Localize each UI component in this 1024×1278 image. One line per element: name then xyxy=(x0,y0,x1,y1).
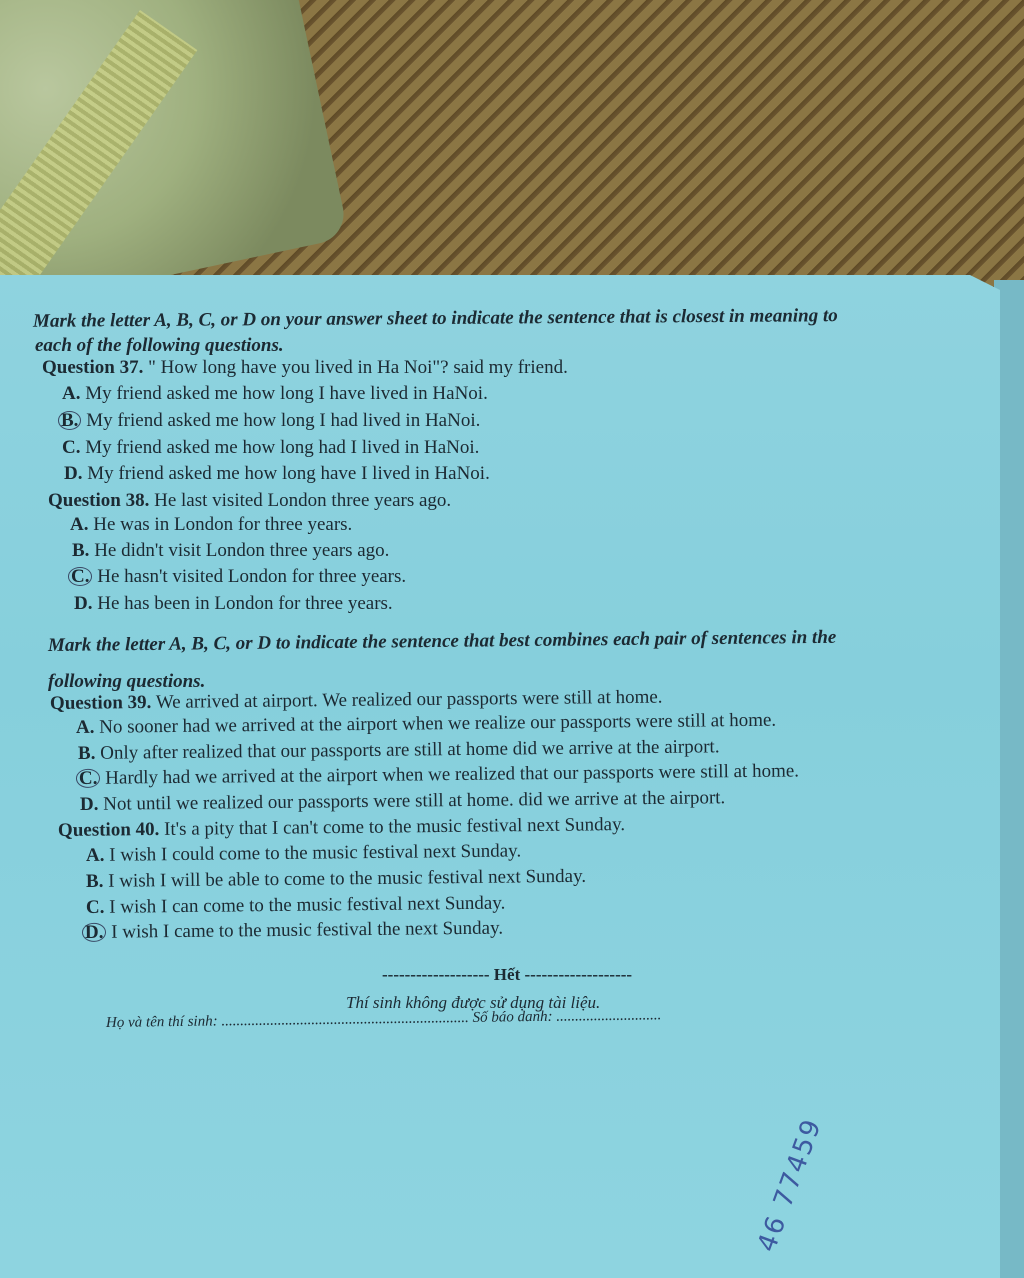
name-dots: .................................................................. xyxy=(221,1009,469,1030)
no-materials-note: Thí sinh không được sử dụng tài liệu. xyxy=(346,993,601,1012)
option-letter: B. xyxy=(72,540,90,561)
q37-option-d xyxy=(64,463,490,485)
option-text: Not until we realized our passports were still at home. did we arrive at the airport. xyxy=(98,787,726,815)
id-label: Số báo danh: xyxy=(472,1008,553,1026)
option-letter: B. xyxy=(77,742,96,764)
q38-option-c xyxy=(68,566,406,588)
end-marker: ------------------- Hết ------------------- xyxy=(382,965,633,984)
option-text: I wish I can come to the music festival next Sunday. xyxy=(104,892,506,918)
question-37-text: " How long have you lived in Ha Noi"? said my friend. xyxy=(143,357,568,378)
question-38-label: Question 38. xyxy=(48,490,150,511)
handwritten-number: 46 77459 xyxy=(751,1114,829,1256)
option-text: He was in London for three years. xyxy=(88,514,353,535)
option-text: My friend asked me how long I have lived in HaNoi. xyxy=(80,383,488,404)
q38-option-d xyxy=(74,593,393,615)
option-letter: C. xyxy=(62,437,81,458)
option-text: My friend asked me how long had I lived in HaNoi. xyxy=(80,437,480,458)
option-text: I wish I came to the music festival the next Sunday. xyxy=(106,917,504,943)
option-letter: A. xyxy=(75,716,95,738)
option-letter: A. xyxy=(85,844,105,866)
q37-option-a xyxy=(62,383,488,405)
question-40-label: Question 40. xyxy=(57,818,160,841)
q40-option-d xyxy=(82,918,503,944)
question-38-text: He last visited London three years ago. xyxy=(149,490,452,511)
q37-option-b xyxy=(58,410,480,432)
q40-option-c xyxy=(86,893,506,919)
section1-instruction-line1: Mark the letter A, B, C, or D on your answer sheet to indicate the sentence that is closest in meaning to xyxy=(32,305,838,332)
name-label: Họ và tên thí sinh: xyxy=(105,1013,218,1031)
option-letter: B. xyxy=(85,870,104,892)
question-39-label: Question 39. xyxy=(49,691,152,714)
option-letter-circled: D. xyxy=(82,923,107,942)
option-text: No sooner had we arrived at the airport when we realize our passports were still at home. xyxy=(94,709,777,738)
option-text: He hasn't visited London for three years. xyxy=(92,566,407,587)
option-letter: D. xyxy=(79,793,99,815)
question-40-text: It's a pity that I can't come to the music festival next Sunday. xyxy=(159,814,626,840)
option-letter: A. xyxy=(62,383,81,404)
q37-option-c xyxy=(62,437,479,459)
option-letter: A. xyxy=(70,514,89,535)
option-text: Only after realized that our passports are still at home did we arrive at the airport. xyxy=(95,736,720,764)
option-letter: D. xyxy=(74,593,93,614)
id-dots: ............................ xyxy=(556,1007,662,1025)
option-text: He didn't visit London three years ago. xyxy=(89,540,390,561)
option-letter-circled: B. xyxy=(58,411,81,430)
section1-instruction-line2: each of the following questions. xyxy=(35,335,284,356)
section2-instruction-line2: following questions. xyxy=(48,671,206,692)
option-text: I wish I could come to the music festival next Sunday. xyxy=(104,840,522,866)
question-37-label: Question 37. xyxy=(42,357,144,378)
option-letter: D. xyxy=(64,463,83,484)
question-39-text: We arrived at airport. We realized our passports were still at home. xyxy=(151,686,663,713)
q40-option-a xyxy=(86,840,521,867)
q38-option-b xyxy=(72,540,389,562)
option-text: He has been in London for three years. xyxy=(92,593,393,614)
option-text: Hardly had we arrived at the airport when we realized that our passports were still at home. xyxy=(100,760,800,789)
section2-instruction-line1: Mark the letter A, B, C, or D to indicate the sentence that best combines each pair of sentences in the xyxy=(47,626,837,656)
option-text: I wish I will be able to come to the music festival next Sunday. xyxy=(103,865,587,892)
question-37 xyxy=(42,357,568,379)
option-letter-circled: C. xyxy=(76,769,101,788)
option-text: My friend asked me how long I had lived in HaNoi. xyxy=(81,410,481,431)
q38-option-a xyxy=(70,514,352,536)
question-38 xyxy=(48,490,451,512)
option-letter-circled: C. xyxy=(68,567,92,586)
option-text: My friend asked me how long have I lived in HaNoi. xyxy=(82,463,490,484)
option-letter: C. xyxy=(85,896,105,918)
